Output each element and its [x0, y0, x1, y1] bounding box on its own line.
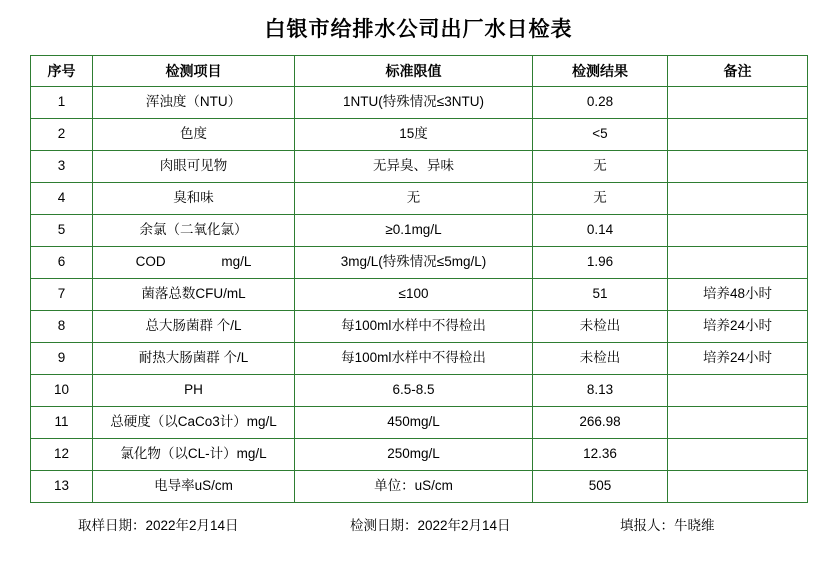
cell-result: <5 [533, 119, 668, 151]
cell-limit: 单位：uS/cm [295, 471, 533, 503]
table-row [31, 247, 808, 279]
cell-item-label: COD [135, 254, 166, 270]
testing-date: 检测日期：2022年2月14日 [350, 518, 511, 533]
column-header-item: 检测项目 [93, 56, 295, 87]
cell-remark [668, 247, 808, 279]
cell-remark [668, 375, 808, 407]
table-row [31, 279, 808, 311]
cell-no: 8 [31, 311, 93, 343]
table-row [31, 311, 808, 343]
cell-limit: ≤100 [295, 279, 533, 311]
sampling-date: 取样日期：2022年2月14日 [78, 518, 239, 533]
cell-limit: 每100ml水样中不得检出 [295, 311, 533, 343]
table-row [31, 87, 808, 119]
cell-remark [668, 87, 808, 119]
cell-no: 1 [31, 87, 93, 119]
cell-result: 8.13 [533, 375, 668, 407]
cell-result: 无 [533, 151, 668, 183]
footer-row [0, 514, 837, 534]
cell-remark [668, 119, 808, 151]
table-row [31, 151, 808, 183]
cell-result: 505 [533, 471, 668, 503]
cell-limit: 无异臭、异味 [295, 151, 533, 183]
cell-no: 13 [31, 471, 93, 503]
cell-remark: 培养48小时 [668, 279, 808, 311]
cell-result: 未检出 [533, 311, 668, 343]
table-row [31, 343, 808, 375]
table-header-row [31, 56, 808, 87]
table-row [31, 471, 808, 503]
cell-no: 4 [31, 183, 93, 215]
cell-item: 耐热大肠菌群 个/L [93, 343, 295, 375]
cell-item-unit: mg/L [221, 254, 252, 270]
cell-no: 5 [31, 215, 93, 247]
table-row [31, 407, 808, 439]
cell-item: PH [93, 375, 295, 407]
cell-remark: 培养24小时 [668, 343, 808, 375]
cell-limit: 450mg/L [295, 407, 533, 439]
cell-remark: 培养24小时 [668, 311, 808, 343]
reporter-name: 填报人：牛晓维 [620, 518, 715, 533]
cell-result: 未检出 [533, 343, 668, 375]
cell-item: 臭和味 [93, 183, 295, 215]
cell-limit: 无 [295, 183, 533, 215]
cell-no: 10 [31, 375, 93, 407]
table-row [31, 439, 808, 471]
column-header-limit: 标准限值 [295, 56, 533, 87]
column-header-result: 检测结果 [533, 56, 668, 87]
cell-remark [668, 215, 808, 247]
table-row [31, 375, 808, 407]
table-row [31, 119, 808, 151]
cell-result: 1.96 [533, 247, 668, 279]
cell-remark [668, 471, 808, 503]
cell-limit: 15度 [295, 119, 533, 151]
cell-limit: 250mg/L [295, 439, 533, 471]
cell-item: 电导率uS/cm [93, 471, 295, 503]
cell-no: 11 [31, 407, 93, 439]
cell-item: 总大肠菌群 个/L [93, 311, 295, 343]
cell-limit: 每100ml水样中不得检出 [295, 343, 533, 375]
cell-result: 51 [533, 279, 668, 311]
water-daily-inspection-table [30, 55, 808, 503]
cell-item [93, 247, 295, 279]
cell-limit: 3mg/L(特殊情况≤5mg/L) [295, 247, 533, 279]
cell-remark [668, 407, 808, 439]
cell-no: 3 [31, 151, 93, 183]
cell-item: 浑浊度（NTU） [93, 87, 295, 119]
cell-remark [668, 183, 808, 215]
table-row [31, 215, 808, 247]
column-header-no: 序号 [31, 56, 93, 87]
cell-limit: 6.5-8.5 [295, 375, 533, 407]
cell-limit: 1NTU(特殊情况≤3NTU) [295, 87, 533, 119]
cell-item: 菌落总数CFU/mL [93, 279, 295, 311]
cell-result: 12.36 [533, 439, 668, 471]
cell-limit: ≥0.1mg/L [295, 215, 533, 247]
cell-item: 色度 [93, 119, 295, 151]
cell-item: 氯化物（以CL-计）mg/L [93, 439, 295, 471]
cell-result: 0.28 [533, 87, 668, 119]
cell-item: 余氯（二氧化氯） [93, 215, 295, 247]
cell-no: 9 [31, 343, 93, 375]
cell-no: 2 [31, 119, 93, 151]
cell-remark [668, 439, 808, 471]
cell-no: 7 [31, 279, 93, 311]
cell-no: 12 [31, 439, 93, 471]
report-table-container [0, 55, 837, 503]
page-title: 白银市给排水公司出厂水日检表 [264, 18, 573, 41]
column-header-remark: 备注 [668, 56, 808, 87]
table-row [31, 183, 808, 215]
cell-result: 266.98 [533, 407, 668, 439]
cell-result: 无 [533, 183, 668, 215]
cell-result: 0.14 [533, 215, 668, 247]
cell-no: 6 [31, 247, 93, 279]
cell-item: 总硬度（以CaCo3计）mg/L [93, 407, 295, 439]
cell-item: 肉眼可见物 [93, 151, 295, 183]
cell-remark [668, 151, 808, 183]
